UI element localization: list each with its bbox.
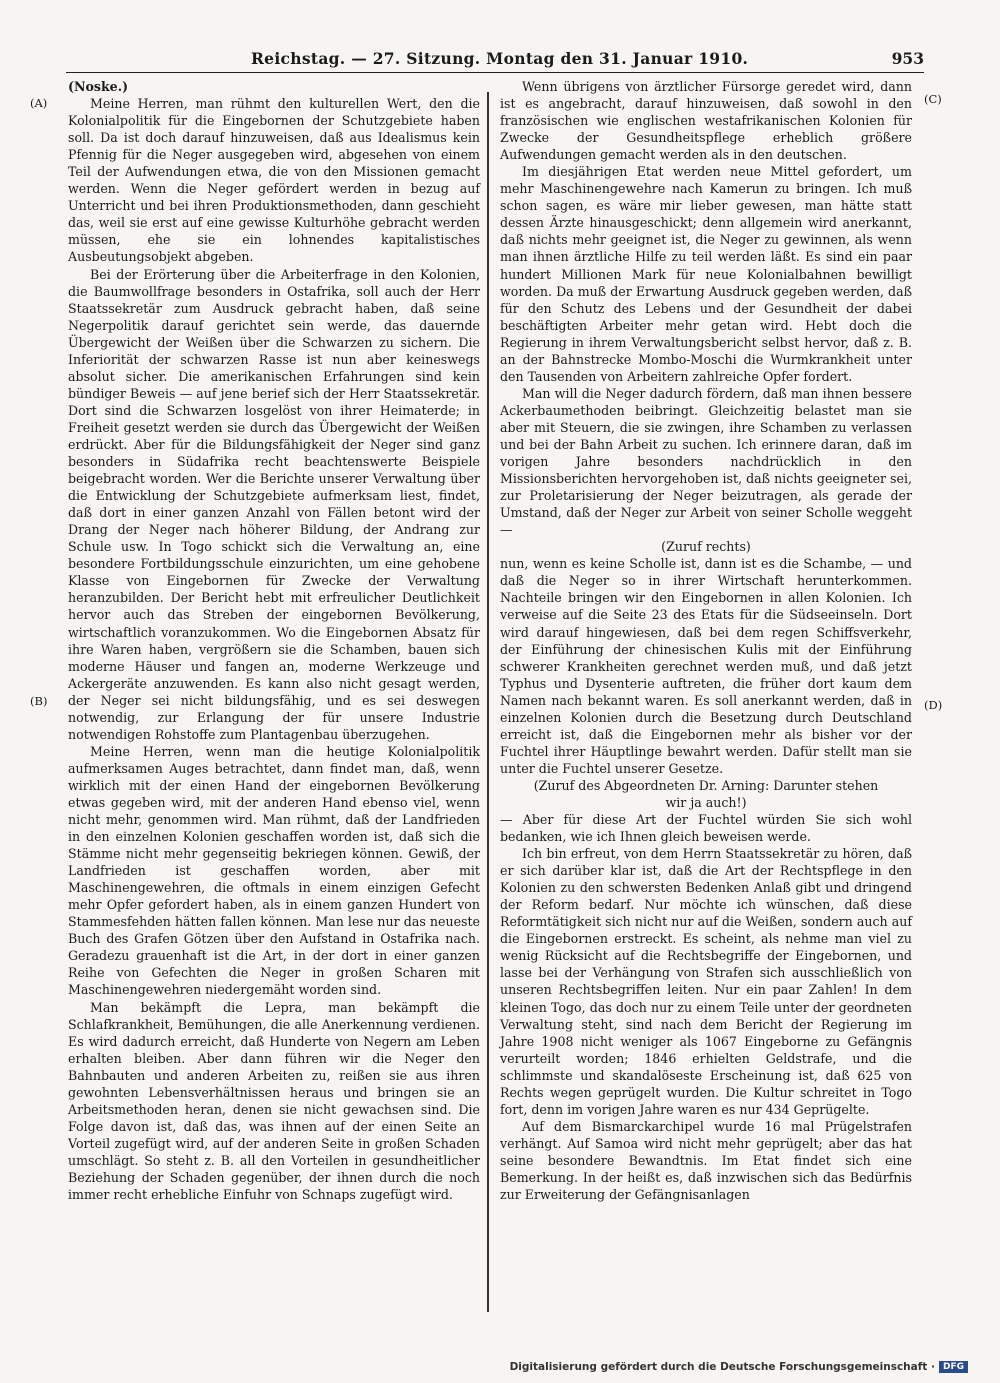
paragraph: — Aber für diese Art der Fuchtel würden Sie sich wohl bedanken, wie ich Ihnen gleich beweisen werde. <box>500 812 912 845</box>
paragraph: Auf dem Bismarckarchipel wurde 16 mal Prügelstrafen verhängt. Auf Samoa wird nicht mehr geprügelt; aber das hat seine besondere Bewandtnis. Im Etat findet sich eine Bemerkung. In der heißt es, daß inzwischen sich das Bedürfnis zur Erweiterung der Gefängnisanlagen <box>500 1118 912 1203</box>
paragraph: Ich bin erfreut, von dem Herrn Staatssekretär zu hören, daß er sich darüber klar ist, daß die Art der Rechtspflege in den Kolonien zu den schwersten Bedenken Anlaß gibt und dringend der Reform bedarf. Nur möchte ich wünschen, daß diese Reformtätigkeit sich nicht nur auf die Weißen, sondern auch auf die Eingebornen erstreckt. Es scheint, als nehme man viel zu wenig Rücksicht auf die Rechtsbegriffe der Eingebornen, und lasse bei der Verhängung von Strafen sich ausschließlich von unseren Rechtsbegriffen leiten. Nur ein paar Zahlen! In dem kleinen Togo, das doch nur zu einem Teile unter der geordneten Verwaltung steht, sind nach dem Bericht der Regierung im Jahre 1908 nicht weniger als 1067 Eingeborne zu Gefängnis verurteilt worden; 1846 erhielten Geldstrafe, und die schlimmste und skandalöseste Erscheinung ist, daß 625 von Rechts wegen geprügelt wurden. Die Kultur schreitet in Togo fort, denn im vorigen Jahre waren es nur 434 Geprügelte. <box>500 846 912 1117</box>
paragraph: Im diesjährigen Etat werden neue Mittel gefordert, um mehr Maschinengewehre nach Kamerun zu bringen. Ich muß schon sagen, es wäre mir lieber gewesen, man hätte statt dessen Ärzte hinausgeschickt; denn allgemein wird anerkannt, daß nichts mehr geeignet ist, die Neger zu gewinnen, als wenn man ihnen ärztliche Hilfe zu teil werden läßt. Es sind ein paar hundert Millionen Mark für neue Kolonialbahnen bewilligt worden. Da muß der Erwartung Ausdruck gegeben werden, daß für den Schutz des Lebens und der Gesundheit der dabei beschäftigten Arbeiter mehr getan wird. Hebt doch die Regierung in ihrem Verwaltungsbericht selbst hervor, daß z. B. an der Bahnstrecke Mombo-Moschi die Wurmkrankheit unter den Tausenden von Arbeitern zahlreiche Opfer fordert. <box>500 164 912 384</box>
digitization-credit <box>510 1361 968 1373</box>
margin-mark-b: (B) <box>30 694 48 708</box>
right-column <box>500 78 912 1203</box>
paragraph: Meine Herren, man rühmt den kulturellen Wert, den die Kolonialpolitik für die Eingebornen der Schutzgebiete haben soll. Da ist doch darauf hinzuweisen, daß aus Idealismus kein Pfennig für die Neger ausgegeben wird, abgesehen von einem Teil der Aufwendungen etwa, die von den Missionen gemacht werden. Wenn die Neger gefördert werden in bezug auf Unterricht und bei ihren Produktionsmethoden, dann geschieht das, weil sie erst auf eine gewisse Kulturhöhe gebracht werden müssen, ehe sie ein lohnendes kapitalistisches Ausbeutungsobjekt abgeben. <box>68 96 480 265</box>
page-number: 953 <box>891 49 924 68</box>
credit-text: Digitalisierung gefördert durch die Deutsche Forschungsgemeinschaft · <box>509 1361 935 1373</box>
column-divider <box>487 92 489 1312</box>
paragraph: Bei der Erörterung über die Arbeiterfrage in den Kolonien, die Baumwollfrage besonders in Ostafrika, soll auch der Herr Staatssekretär zum Ausdruck gebracht haben, daß seine Negerpolitik darauf gerichtet sein werde, das dauernde Übergewicht der Weißen über die Schwarzen zu sichern. Die Inferiorität der schwarzen Rasse ist nun aber keineswegs absolut sicher. Die amerikanischen Erfahrungen sind kein bündiger Beweis — auf jene berief sich der Herr Staatssekretär. Dort sind die Schwarzen losgelöst von ihrer Heimaterde; in Freiheit gesetzt werden sie durch das Übergewicht der Weißen erdrückt. Aber für die Bildungsfähigkeit der Neger sind ganz besonders in Südafrika recht beachtenswerte Beispiele beigebracht worden. Wer die Berichte unserer Verwaltung über die Entwicklung der Schutzgebiete aufmerksam liest, findet, daß dort in einer ganzen Anzahl von Fällen betont wird der Drang der Neger nach höherer Bildung, der Andrang zur Schule usw. In Togo schickt sich die Verwaltung an, eine besondere Fortbildungsschule einzurichten, um eine gehobene Klasse von Eingebornen für Zwecke der Verwaltung heranzubilden. Der Bericht hebt mit erfreulicher Deutlichkeit hervor auch das Streben der eingebornen Bevölkerung, wirtschaftlich voranzukommen. Wo die Eingebornen Absatz für ihre Waren haben, vergrößern sie die Schamben, bauen sich moderne Häuser und fangen an, moderne Werkzeuge und Ackergeräte anzuwenden. Es kann also nicht gesagt werden, der Neger sei nicht bildungsfähig, und es sei deswegen notwendig, zur Erlangung der für unsere Industrie notwendigen Rohstoffe zum Plantagenbau überzugehen. <box>68 266 480 742</box>
margin-mark-a: (A) <box>30 96 48 110</box>
dfg-logo: DFG <box>939 1361 968 1373</box>
page-header <box>66 46 924 73</box>
paragraph: nun, wenn es keine Scholle ist, dann ist es die Schambe, — und daß die Neger so in ihrer Wirtschaft herunterkommen. Nachteile bringen wir den Eingebornen in allen Kolonien. Ich verweise auf die Seite 23 des Etats für die Südseeinseln. Dort wird darauf hingewiesen, daß bei dem regen Schiffsverkehr, der Einführung der chinesischen Kulis mit der Einführung schwerer Krankheiten gerechnet werden muß, und daß jetzt Typhus und Dysenterie auftreten, die früher dort kaum dem Namen nach bekannt waren. Es soll anerkannt werden, daß in einzelnen Kolonien durch die Besetzung durch Deutschland erreicht ist, daß die Eingebornen mehr als bisher vor der Fuchtel ihrer Häuptlinge bewahrt werden. Dafür stellt man sie unter die Fuchtel unserer Gesetze. <box>500 556 912 776</box>
paragraph: Man will die Neger dadurch fördern, daß man ihnen bessere Ackerbaumethoden beibringt. Gleichzeitig belastet man sie aber mit Steuern, die sie zwingen, ihre Schamben zu verlassen und bei der Bahn Arbeit zu suchen. Ich erinnere daran, daß im vorigen Jahre besonders nachdrücklich in den Missionsberichten hervorgehoben ist, daß nichts geeigneter sei, zur Proletarisierung der Neger beizutragen, als gerade der Umstand, daß der Neger zur Arbeit von seiner Scholle weggeht — <box>500 385 913 538</box>
paragraph: Wenn übrigens von ärztlicher Fürsorge geredet wird, dann ist es angebracht, darauf hinzuweisen, daß sowohl in den französischen wie englischen westafrikanischen Kolonien für Zwecke der Gesundheitspflege erheblich größere Aufwendungen gemacht werden als in den deutschen. <box>500 79 912 163</box>
margin-mark-d: (D) <box>924 698 943 712</box>
running-head: Reichstag. — 27. Sitzung. Montag den 31. Januar 1910. <box>251 49 749 68</box>
paragraph: Man bekämpft die Lepra, man bekämpft die Schlafkrankheit, Bemühungen, die alle Anerkennung verdienen. Es wird dadurch erreicht, daß Hunderte von Negern am Leben erhalten bleiben. Aber dann führen wir die Neger den Bahnbauten und anderen Arbeiten zu, reißen sie aus ihren gewohnten Lebensverhältnissen heraus und bringen sie an Arbeitsmethoden heran, denen sie nicht gewachsen sind. Die Folge davon ist, daß das, was ihnen auf der einen Seite an Vorteil zugefügt wird, auf der anderen Seite in großen Schaden umschlägt. So steht z. B. all den Vorteilen in gesundheitlicher Beziehung der Schaden gegenüber, der ihnen durch die noch immer recht erhebliche Einfuhr von Schnaps zugefügt wird. <box>68 999 480 1203</box>
speaker-name: (Noske.) <box>68 79 129 94</box>
interjection: (Zuruf rechts) <box>661 539 751 555</box>
left-column <box>68 78 480 1203</box>
margin-mark-c: (C) <box>924 92 942 106</box>
paragraph: Meine Herren, wenn man die heutige Kolonialpolitik aufmerksamen Auges betrachtet, dann findet man, daß, wenn wirklich mit der einen Hand der eingebornen Bevölkerung etwas gegeben wird, mit der anderen Hand ebenso viel, wenn nicht mehr, genommen wird. Man rühmt, daß der Landfrieden in den einzelnen Kolonien geschaffen worden ist, daß sich die Stämme nicht mehr gegenseitig bekriegen können. Gewiß, der Landfrieden ist geschaffen worden, aber mit Maschinengewehren, die oftmals in einem einzigen Gefecht mehr Opfer gefordert haben, als in einem ganzen Hundert von Stammesfehden hätten fallen können. Man lese nur das neueste Buch des Grafen Götzen über den Aufstand in Ostafrika nach. Geradezu grauenhaft ist die Art, in der dort in einer ganzen Reihe von Gefechten die Neger in großen Scharen mit Maschinengewehren niedergemäht worden sind. <box>68 743 480 998</box>
interjection: (Zuruf des Abgeordneten Dr. Arning: Darunter stehen wir ja auch!) <box>533 777 879 810</box>
